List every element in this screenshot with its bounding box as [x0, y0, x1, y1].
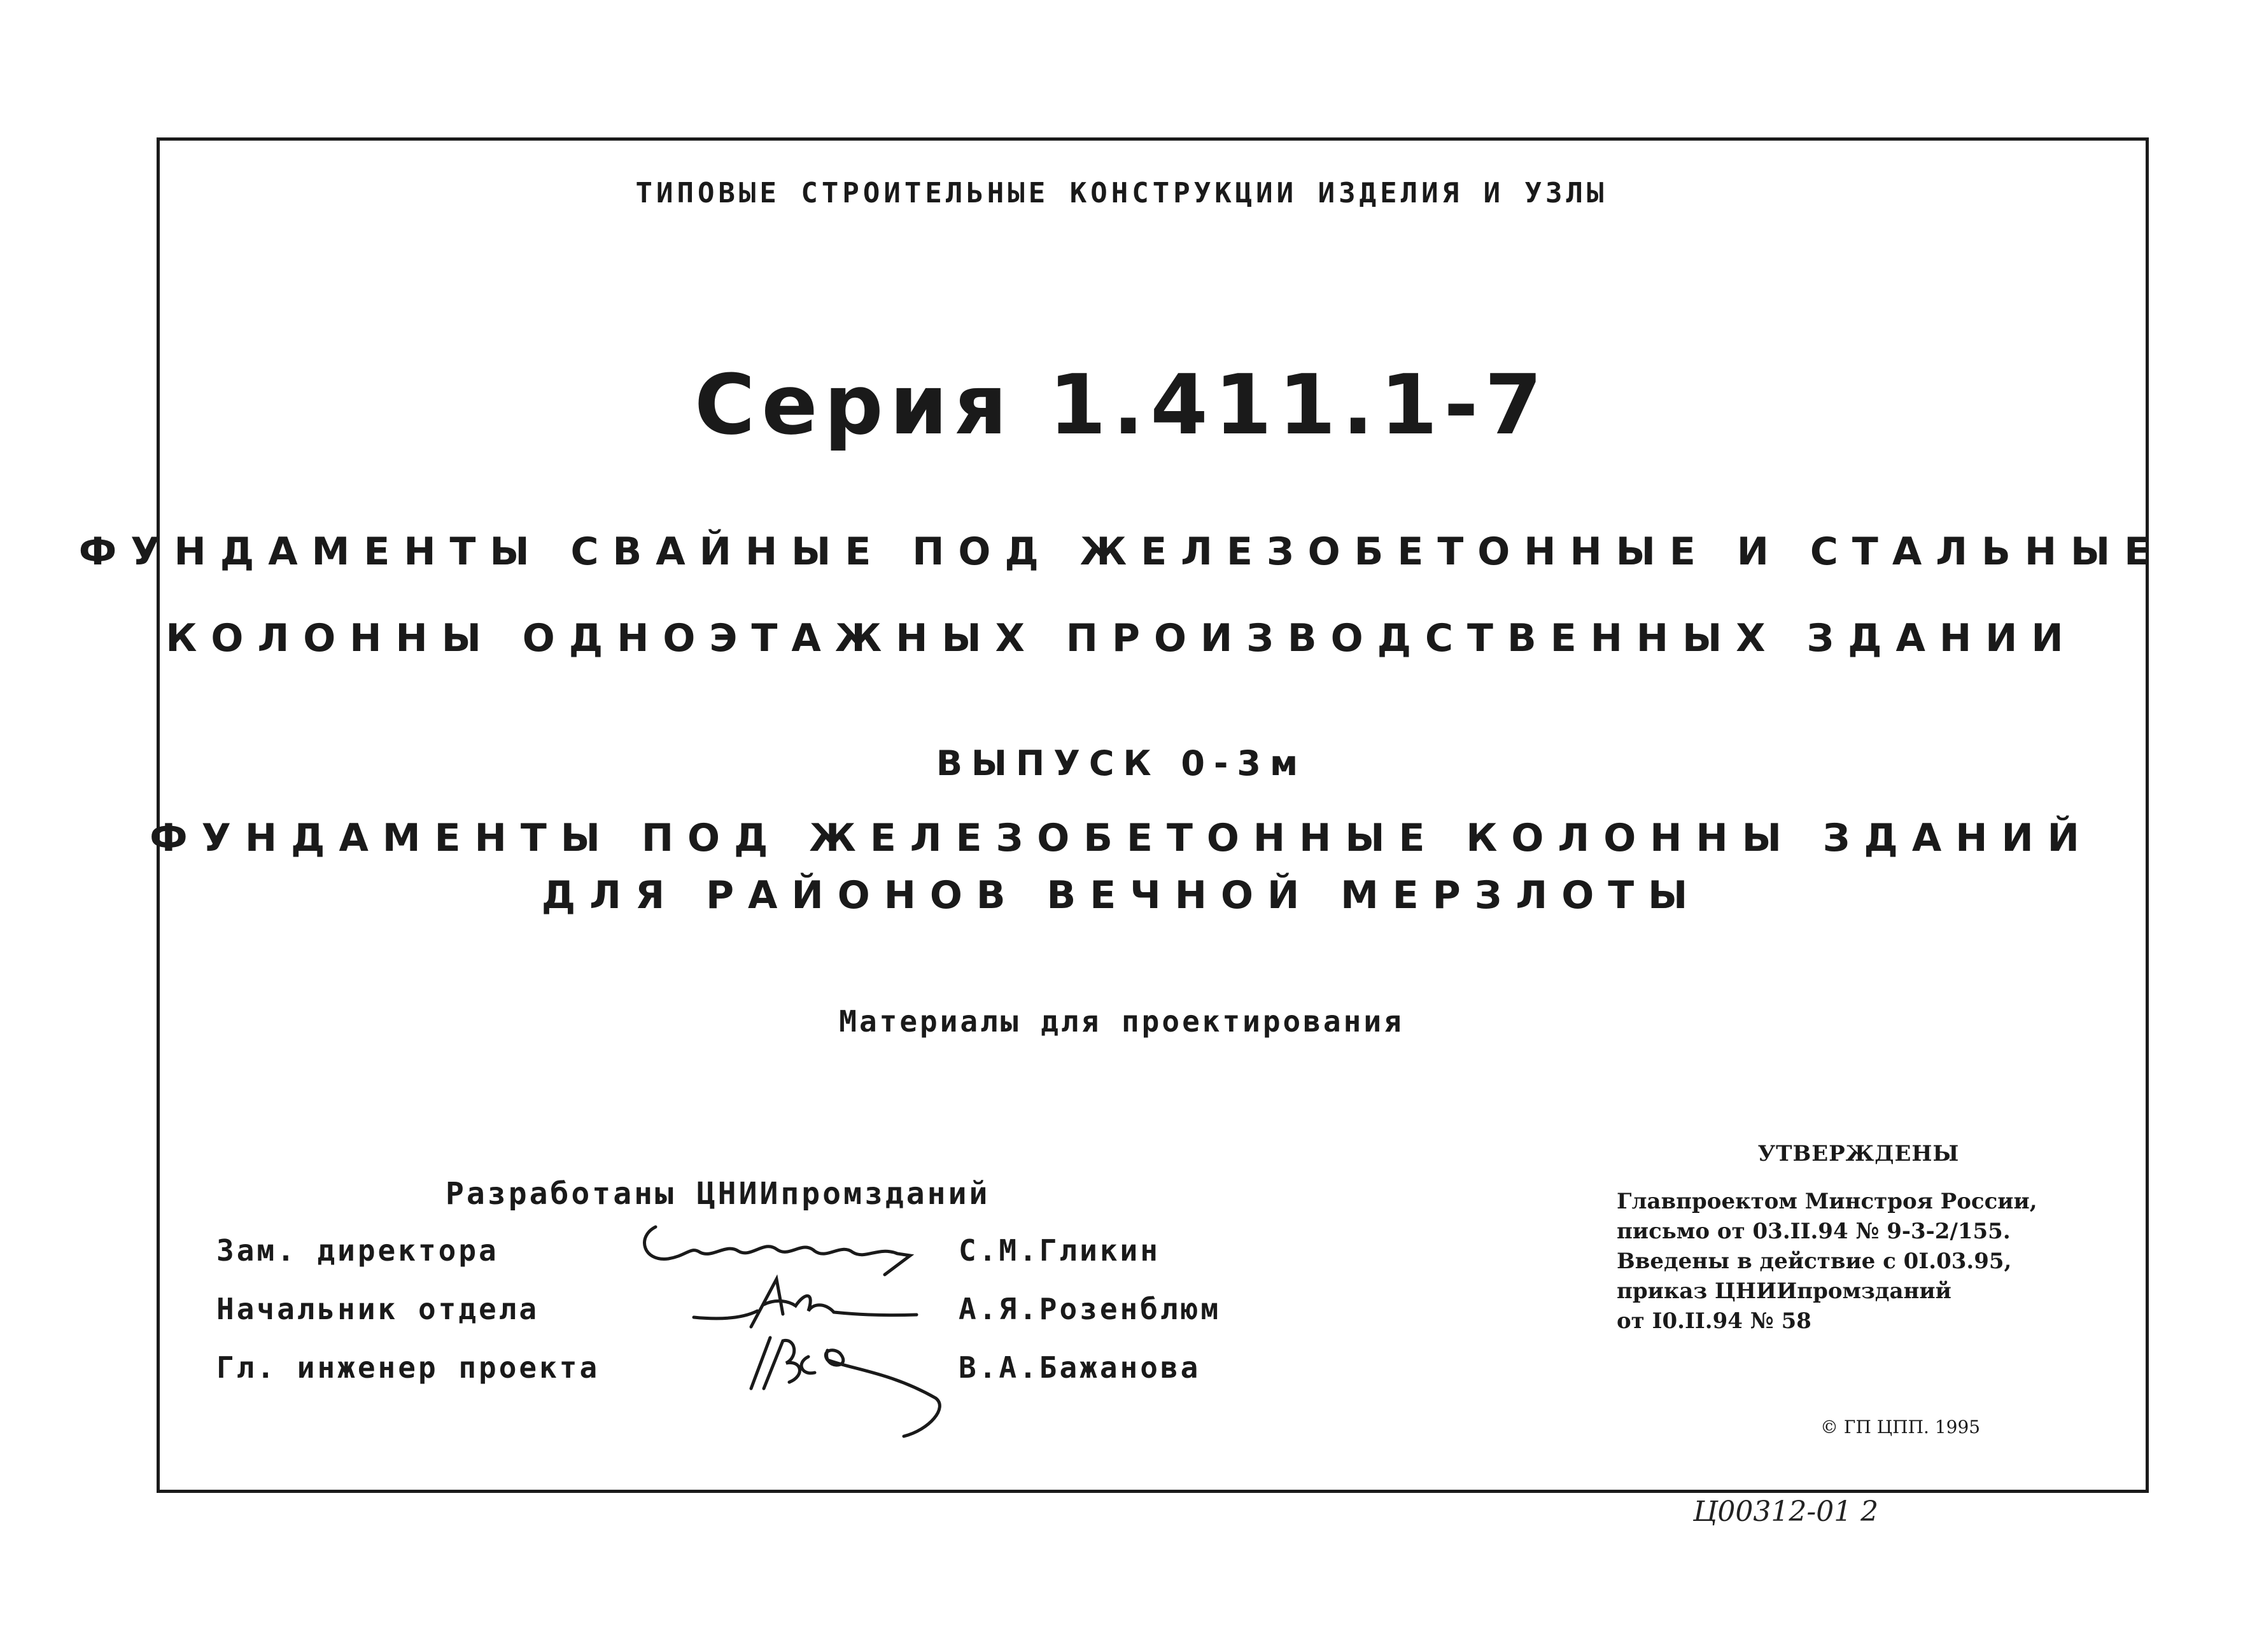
- subtitle-line-2: ДЛЯ РАЙОНОВ ВЕЧНОЙ МЕРЗЛОТЫ: [541, 873, 1702, 918]
- approval-line: Главпроектом Минстроя России,: [1617, 1189, 2037, 1214]
- approval-line: приказ ЦНИИпромзданий: [1617, 1278, 1951, 1304]
- developed-by: Разработаны ЦНИИпромзданий: [446, 1176, 990, 1212]
- approval-line: письмо от 03.II.94 № 9-3-2/155.: [1617, 1219, 2011, 1244]
- signatory-row: [216, 1350, 1298, 1395]
- copyright: © ГП ЦПП. 1995: [1820, 1417, 1981, 1438]
- signature-bazhanova: [726, 1325, 967, 1439]
- header-text: ТИПОВЫЕ СТРОИТЕЛЬНЫЕ КОНСТРУКЦИИ ИЗДЕЛИЯ И УЗЛЫ: [635, 177, 1608, 209]
- materials-caption: Материалы для проектирования: [839, 1004, 1404, 1039]
- series-title: Серия 1.411.1-7: [694, 356, 1549, 453]
- signatory-role: Гл. инженер проекта: [216, 1350, 600, 1385]
- handwritten-note: Ц00312-01 2: [1693, 1495, 1879, 1528]
- approval-line: от I0.II.94 № 58: [1617, 1308, 1811, 1334]
- title-line-1: ФУНДАМЕНТЫ СВАЙНЫЕ ПОД ЖЕЛЕЗОБЕТОННЫЕ И СТАЛЬНЫЕ: [78, 529, 2165, 574]
- approval-heading: УТВЕРЖДЕНЫ: [1757, 1141, 1960, 1166]
- signatory-role: Начальник отдела: [216, 1292, 540, 1326]
- signatory-name: В.А.Бажанова: [959, 1350, 1201, 1385]
- issue-number: ВЫПУСК 0-3м: [936, 743, 1307, 783]
- signatory-name: А.Я.Розенблюм: [959, 1292, 1221, 1326]
- signatory-name: С.М.Гликин: [959, 1233, 1160, 1268]
- title-line-2: КОЛОННЫ ОДНОЭТАЖНЫХ ПРОИЗВОДСТВЕННЫХ ЗДАНИИ: [165, 616, 2078, 661]
- subtitle-line-1: ФУНДАМЕНТЫ ПОД ЖЕЛЕЗОБЕТОННЫЕ КОЛОННЫ ЗДАНИЙ: [150, 816, 2093, 860]
- approval-line: Введены в действие с 0I.03.95,: [1617, 1249, 2012, 1274]
- approval-block: [1617, 1139, 2100, 1336]
- signatory-role: Зам. директора: [216, 1233, 499, 1268]
